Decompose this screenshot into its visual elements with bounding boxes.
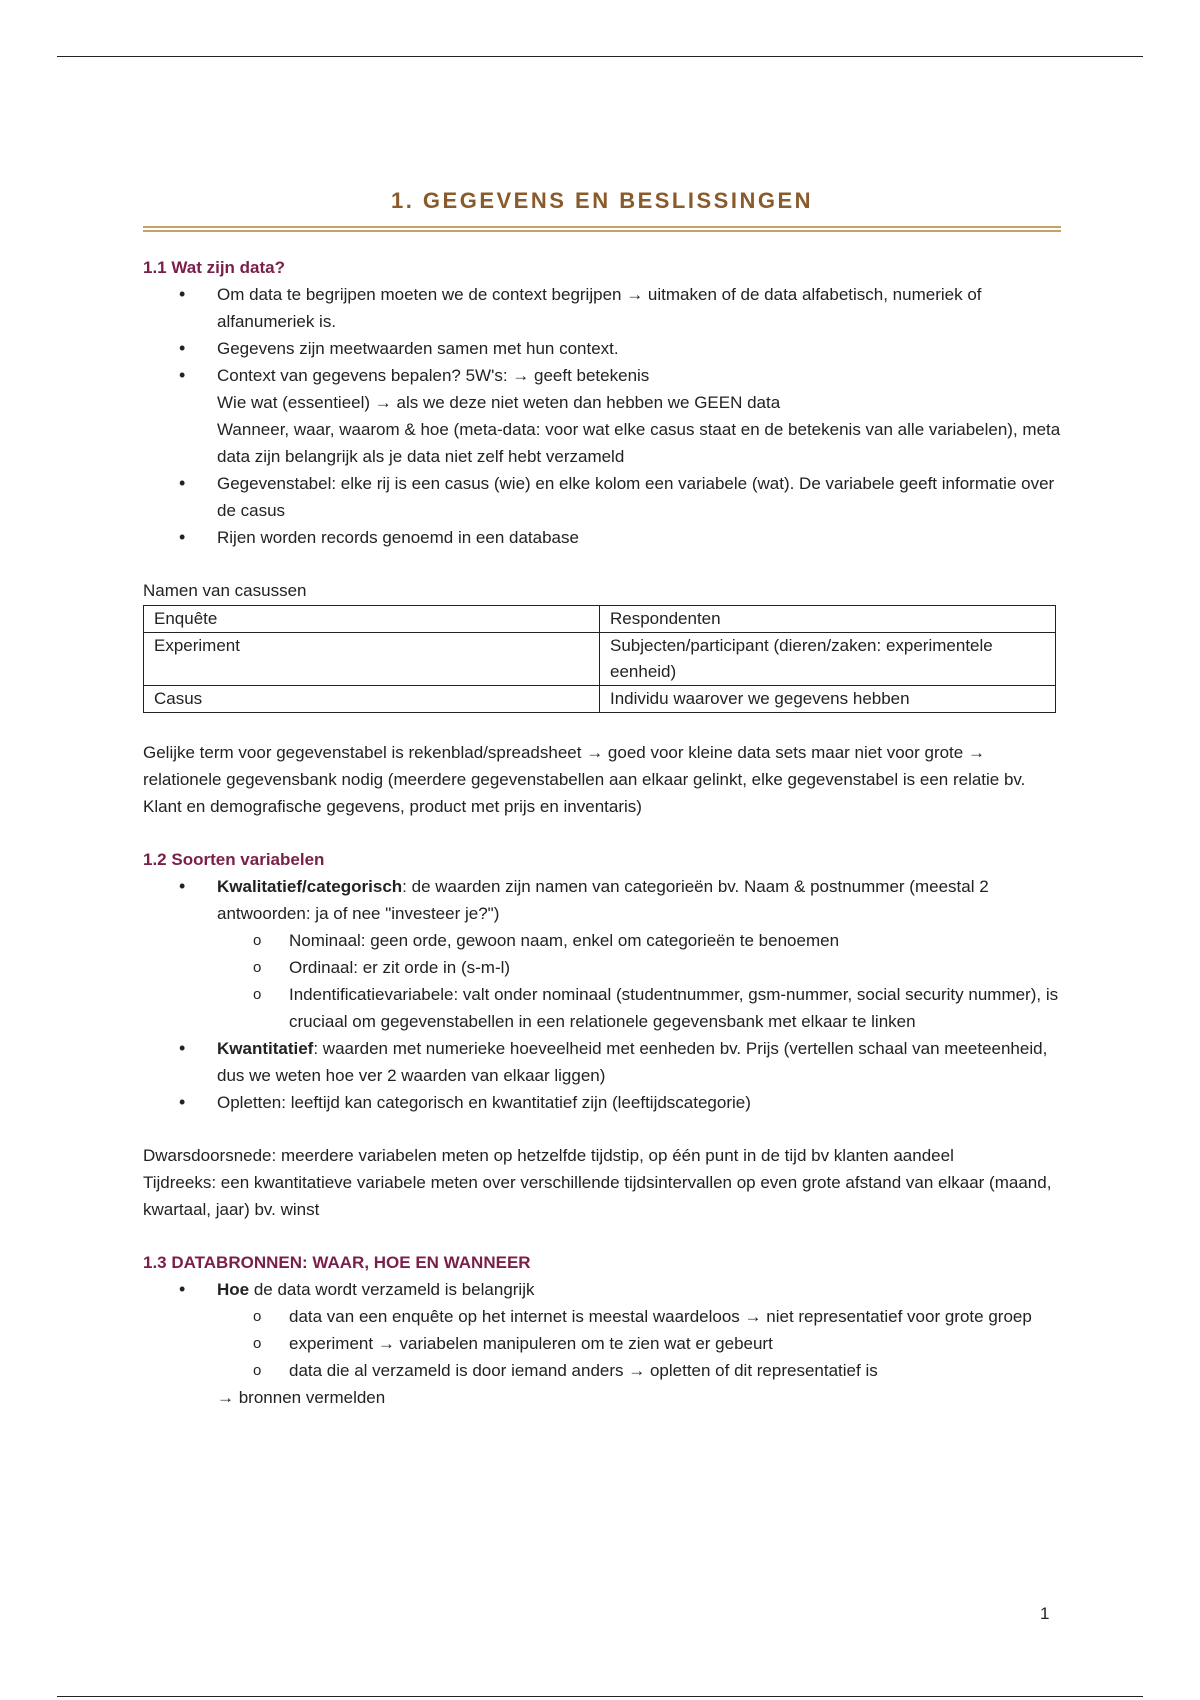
list-item <box>217 362 1061 470</box>
sub-list-item: o experiment → variabelen manipuleren om te zien wat er gebeurt <box>289 1330 1061 1357</box>
term-bold: Kwantitatief <box>217 1039 314 1058</box>
list-item-line: Wanneer, waar, waarom & hoe (meta-data: voor wat elke casus staat en de betekenis van alle variabelen), meta data zijn belangrijk als je data niet zelf hebt verzameld <box>217 420 1061 466</box>
table-row <box>144 633 1056 686</box>
sub-list-item: o Ordinaal: er zit orde in (s-m-l) <box>289 954 1061 981</box>
term-text: : waarden met numerieke hoeveelheid met eenheden bv. Prijs (vertellen schaal van meeteenheid, dus we weten hoe ver 2 waarden van elkaar liggen) <box>217 1039 1048 1085</box>
table-cell: Enquête <box>144 606 600 633</box>
document-page <box>143 186 1061 1411</box>
sub-list-item: o Indentificatievariabele: valt onder nominaal (studentnummer, gsm-nummer, social security nummer), is cruciaal om gegevenstabellen in een relationele gegevensbank met elkaar te linken <box>289 981 1061 1035</box>
list-item <box>217 1276 1061 1384</box>
chapter-title: 1. GEGEVENS EN BESLISSINGEN <box>390 188 814 213</box>
list-item: • Gegevenstabel: elke rij is een casus (wie) en elke kolom een variabele (wat). De variabele geeft informatie over de casus <box>217 470 1061 524</box>
term-bold: Hoe <box>217 1280 250 1299</box>
section-heading-1-1: 1.1 Wat zijn data? <box>143 258 286 277</box>
paragraph: Tijdreeks: een kwantitatieve variabele meten over verschillende tijdsintervallen op even grote afstand van elkaar (maand, kwartaal, jaar) bv. winst <box>143 1173 1052 1219</box>
sub-list <box>217 1303 1061 1384</box>
section-heading-1-3: 1.3 DATABRONNEN: WAAR, HOE EN WANNEER <box>143 1253 531 1272</box>
list-item: • Om data te begrijpen moeten we de context begrijpen → uitmaken of de data alfabetisch, numeriek of alfanumeriek is. <box>217 281 1061 335</box>
table-cell: Individu waarover we gegevens hebben <box>600 686 1056 713</box>
term-text: : de waarden zijn namen van categorieën bv. Naam & postnummer (meestal 2 antwoorden: ja of nee "investeer je?") <box>217 877 989 923</box>
paragraph: Dwarsdoorsnede: meerdere variabelen meten op hetzelfde tijdstip, op één punt in de tijd bv klanten aandeel <box>143 1146 954 1165</box>
sub-list-item: o data die al verzameld is door iemand anders → opletten of dit representatief is <box>289 1357 1061 1384</box>
sub-list-item: o Nominaal: geen orde, gewoon naam, enkel om categorieën te benoemen <box>289 927 1061 954</box>
sub-list-item: o data van een enquête op het internet is meestal waardeloos → niet representatief voor grote groep <box>289 1303 1061 1330</box>
table-caption: Namen van casussen <box>143 581 307 600</box>
term-bold: Kwalitatief/categorisch <box>217 877 403 896</box>
list-item <box>217 1035 1061 1089</box>
note: → bronnen vermelden <box>217 1388 386 1407</box>
term-text: de data wordt verzameld is belangrijk <box>249 1280 535 1299</box>
list-item: • Opletten: leeftijd kan categorisch en kwantitatief zijn (leeftijdscategorie) <box>217 1089 1061 1116</box>
list-item: • Rijen worden records genoemd in een database <box>217 524 1061 551</box>
table-cell: Experiment <box>144 633 600 686</box>
page-number: 1 <box>1040 1604 1050 1623</box>
table-cell: Respondenten <box>600 606 1056 633</box>
paragraph: Gelijke term voor gegevenstabel is rekenblad/spreadsheet → goed voor kleine data sets maar niet voor grote → relationele gegevensbank nodig (meerdere gegevenstabellen aan elkaar gelinkt, elke gegevenstabel is een relatie bv. Klant en demografische gegevens, product met prijs en inventaris) <box>143 743 1026 816</box>
sub-list <box>217 927 1061 1035</box>
bullet-list <box>143 1276 1061 1384</box>
table-cell: Subjecten/participant (dieren/zaken: experimentele eenheid) <box>600 633 1056 686</box>
table-cell: Casus <box>144 686 600 713</box>
list-item-line: Wie wat (essentieel) → als we deze niet weten dan hebben we GEEN data <box>217 393 781 412</box>
table-row <box>144 606 1056 633</box>
section-heading-1-2: 1.2 Soorten variabelen <box>143 850 325 869</box>
cases-table <box>143 605 1056 713</box>
list-item <box>217 873 1061 1035</box>
table-row <box>144 686 1056 713</box>
bullet-list <box>143 281 1061 551</box>
list-item: • Gegevens zijn meetwaarden samen met hun context. <box>217 335 1061 362</box>
bullet-list <box>143 873 1061 1116</box>
list-item-line: • Context van gegevens bepalen? 5W's: → geeft betekenis <box>217 366 650 385</box>
footer-rule <box>57 1696 1143 1697</box>
header-rule <box>57 56 1143 57</box>
